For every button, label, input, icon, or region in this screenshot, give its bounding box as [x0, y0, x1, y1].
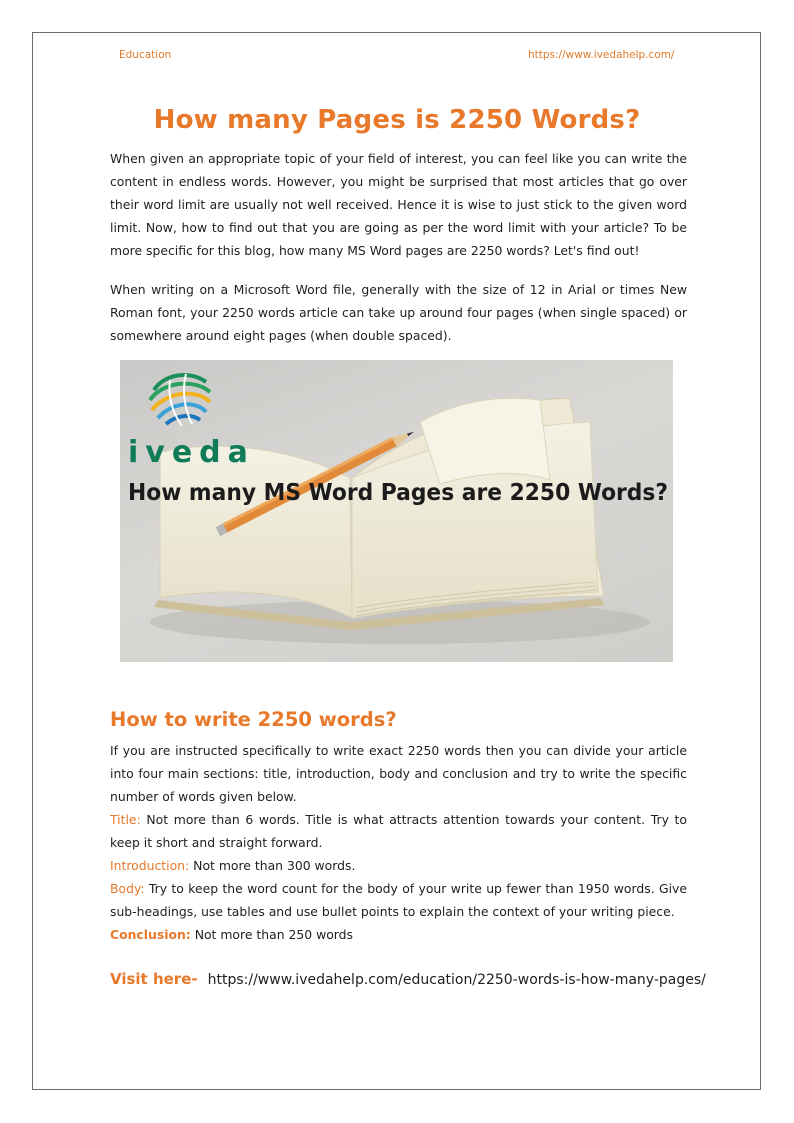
item-text: Not more than 300 words. [189, 858, 356, 873]
item-introduction [110, 854, 687, 877]
logo-text: iveda [128, 435, 255, 470]
header-category: Education [119, 49, 172, 61]
page-title: How many Pages is 2250 Words? [153, 105, 641, 135]
word-file-paragraph: When writing on a Microsoft Word file, generally with the size of 12 in Arial or times New Roman font, your 2250 words article can take up around four pages (when single spaced) or somewhere around eight pages (when double spaced). [110, 282, 687, 343]
visit-label: Visit here- [110, 970, 198, 988]
visit-link[interactable]: https://www.ivedahelp.com/education/2250-words-is-how-many-pages/ [207, 972, 706, 988]
left-page [160, 446, 352, 618]
item-label: Conclusion: [110, 927, 191, 942]
item-sep: : [136, 812, 141, 827]
item-text: Not more than 6 words. Title is what attracts attention towards your content. Try to keep it short and straight forward. [110, 812, 687, 850]
iveda-logo-icon [150, 368, 210, 428]
item-label: Body [110, 881, 141, 896]
item-text: Try to keep the word count for the body of your write up fewer than 1950 words. Give sub-headings, use tables and use bullet points to explain the context of your writing piece. [110, 881, 687, 919]
item-label: Title [110, 812, 137, 827]
hero-image [120, 360, 673, 662]
item-label: Introduction [110, 858, 186, 873]
item-conclusion [110, 923, 687, 946]
intro-paragraph: When given an appropriate topic of your field of interest, you can feel like you can write the content in endless words. However, you might be surprised that most articles that go over their word limit are usually not well received. Hence it is wise to just stick to the given word limit. Now, how to find out that you are going as per the word limit with your article? To be more specific for this blog, how many MS Word pages are 2250 words? Let's find out! [110, 151, 687, 258]
item-sep: : [140, 881, 145, 896]
right-page-curl [420, 398, 550, 484]
header-site-url[interactable]: https://www.ivedahelp.com/ [528, 49, 675, 61]
item-title [110, 808, 687, 854]
item-body [110, 877, 687, 923]
item-sep: : [185, 858, 190, 873]
section-heading: How to write 2250 words? [110, 708, 397, 731]
visit-line [110, 970, 706, 988]
section-body [110, 739, 687, 946]
item-text: Not more than 250 words [190, 927, 353, 942]
image-caption: How many MS Word Pages are 2250 Words? [128, 478, 668, 506]
section-intro: If you are instructed specifically to write exact 2250 words then you can divide your article into four main sections: title, introduction, body and conclusion and try to write the specific number of words given below. [110, 743, 687, 804]
